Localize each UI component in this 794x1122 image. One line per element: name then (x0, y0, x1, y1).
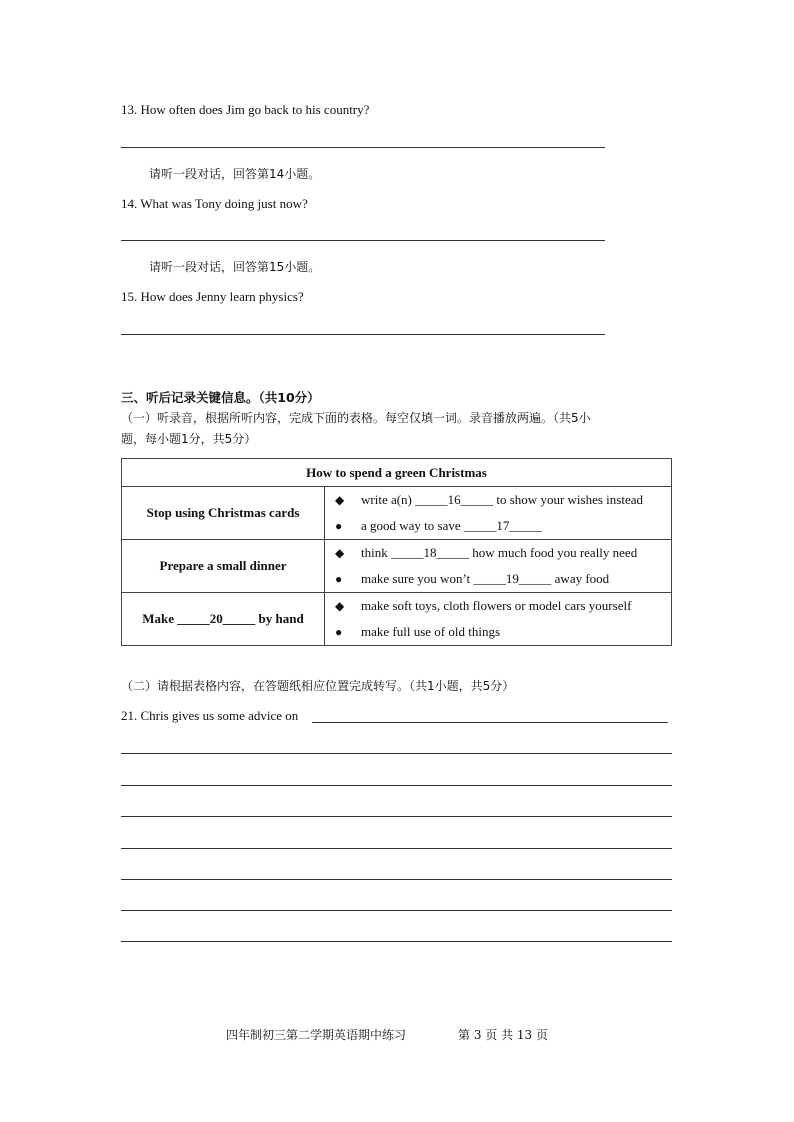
table-row (122, 487, 672, 540)
part-1-instruction-line-2: 题，每小题1分，共5分） (121, 432, 257, 446)
table-title: How to spend a green Christmas (122, 459, 672, 487)
dot-bullet-icon: ● (335, 624, 343, 639)
footer-exam-title: 四年制初三第二学期英语期中练习 (226, 1028, 407, 1042)
writing-line[interactable] (121, 879, 672, 880)
table-row (122, 593, 672, 646)
item-text[interactable]: make sure you won’t _____19_____ away food (361, 571, 610, 586)
dot-bullet-icon: ● (335, 571, 343, 586)
row-label: Stop using Christmas cards (122, 487, 325, 540)
item-text[interactable]: think _____18_____ how much food you really need (361, 545, 638, 560)
dot-bullet-icon: ● (335, 518, 343, 533)
writing-line[interactable] (121, 753, 672, 754)
question-13: 13. How often does Jim go back to his country? (121, 102, 370, 117)
diamond-bullet-icon: ◆ (335, 492, 345, 507)
list-item (335, 593, 671, 619)
answer-line-21-start[interactable] (312, 722, 668, 723)
section-3-title: 三、听后记录关键信息。（共10分） (121, 390, 320, 405)
answer-line-14[interactable] (121, 240, 605, 241)
question-21: 21. Chris gives us some advice on (121, 708, 299, 723)
item-text[interactable]: write a(n) _____16_____ to show your wishes instead (361, 492, 643, 507)
row-label: Prepare a small dinner (122, 540, 325, 593)
row-label[interactable]: Make _____20_____ by hand (122, 593, 325, 646)
list-item (335, 619, 671, 645)
diamond-bullet-icon: ◆ (335, 598, 345, 613)
item-text[interactable]: a good way to save _____17_____ (361, 518, 542, 533)
diamond-bullet-icon: ◆ (335, 545, 345, 560)
part-2-instruction: （二）请根据表格内容，在答题纸相应位置完成转写。（共1小题，共5分） (121, 679, 515, 693)
answer-line-13[interactable] (121, 147, 605, 148)
footer-page-number: 第 3 页 共 13 页 (458, 1028, 548, 1042)
question-14: 14. What was Tony doing just now? (121, 196, 308, 211)
instruction-q14: 请听一段对话，回答第14小题。 (149, 167, 321, 181)
writing-line[interactable] (121, 816, 672, 817)
list-item (335, 540, 671, 566)
item-text: make soft toys, cloth flowers or model cars yourself (361, 598, 632, 613)
list-item (335, 513, 671, 539)
item-text: make full use of old things (361, 624, 501, 639)
writing-line[interactable] (121, 848, 672, 849)
list-item (335, 487, 671, 513)
writing-line[interactable] (121, 910, 672, 911)
table-row (122, 540, 672, 593)
instruction-q15: 请听一段对话，回答第15小题。 (149, 260, 321, 274)
writing-line[interactable] (121, 785, 672, 786)
writing-line[interactable] (121, 941, 672, 942)
list-item (335, 566, 671, 592)
question-15: 15. How does Jenny learn physics? (121, 289, 304, 304)
notes-table (121, 458, 672, 646)
part-1-instruction-line-1: （一）听录音，根据所听内容，完成下面的表格。每空仅填一词。录音播放两遍。（共5小 (121, 411, 591, 425)
answer-line-15[interactable] (121, 334, 605, 335)
